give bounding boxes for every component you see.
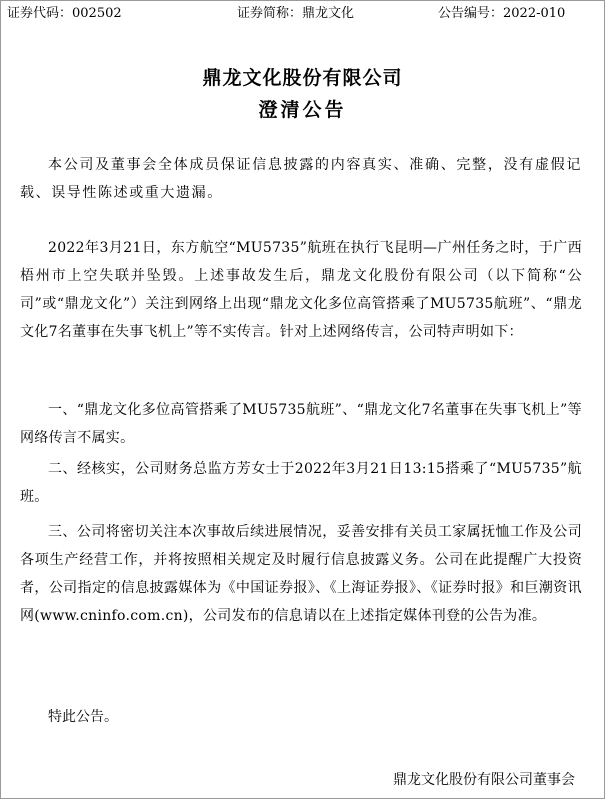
- closing-remark: 特此公告。: [48, 709, 118, 725]
- event-paragraph: 2022年3月21日，东方航空“MU5735”航班在执行飞昆明—广州任务之时，于广西梧州市上空失联并坠毁。上述事故发生后，鼎龙文化股份有限公司（以下简称“公司”或“鼎龙文化”）关注到网络上出现“鼎龙文化多位高管搭乘了MU5735航班”、“鼎龙文化7名董事在失事飞机上”等不实传言。针对上述网络传言，公司特声明如下：: [20, 240, 582, 340]
- notice-title: 澄清公告: [258, 99, 347, 121]
- notice-number: 公告编号：2022-010: [438, 6, 566, 21]
- company-title: 鼎龙文化股份有限公司: [202, 67, 403, 89]
- board-statement-paragraph: 本公司及董事会全体成员保证信息披露的内容真实、准确、完整，没有虚假记载、误导性陈述或重大遗漏。: [20, 157, 582, 201]
- clarification-point-two: 二、经核实，公司财务总监方芳女士于2022年3月21日13:15搭乘了“MU5735”航班。: [20, 461, 582, 505]
- board-signature: 鼎龙文化股份有限公司董事会: [393, 772, 575, 788]
- security-abbreviation: 证券简称：鼎龙文化: [237, 6, 355, 21]
- security-code: 证券代码：002502: [7, 6, 122, 21]
- clarification-point-one: 一、“鼎龙文化多位高管搭乘了MU5735航班”、“鼎龙文化7名董事在失事飞机上”等网络传言不属实。: [20, 402, 582, 446]
- clarification-point-three: 三、公司将密切关注本次事故后续进展情况，妥善安排有关员工家属抚恤工作及公司各项生产经营工作，并将按照相关规定及时履行信息披露义务。公司在此提醒广大投资者，公司指定的信息披露媒体为《中国证券报》、《上海证券报》、《证券时报》和巨潮资讯网(www.cninfo.com.cn)，公司发布的信息请以在上述指定媒体刊登的公告为准。: [20, 524, 582, 624]
